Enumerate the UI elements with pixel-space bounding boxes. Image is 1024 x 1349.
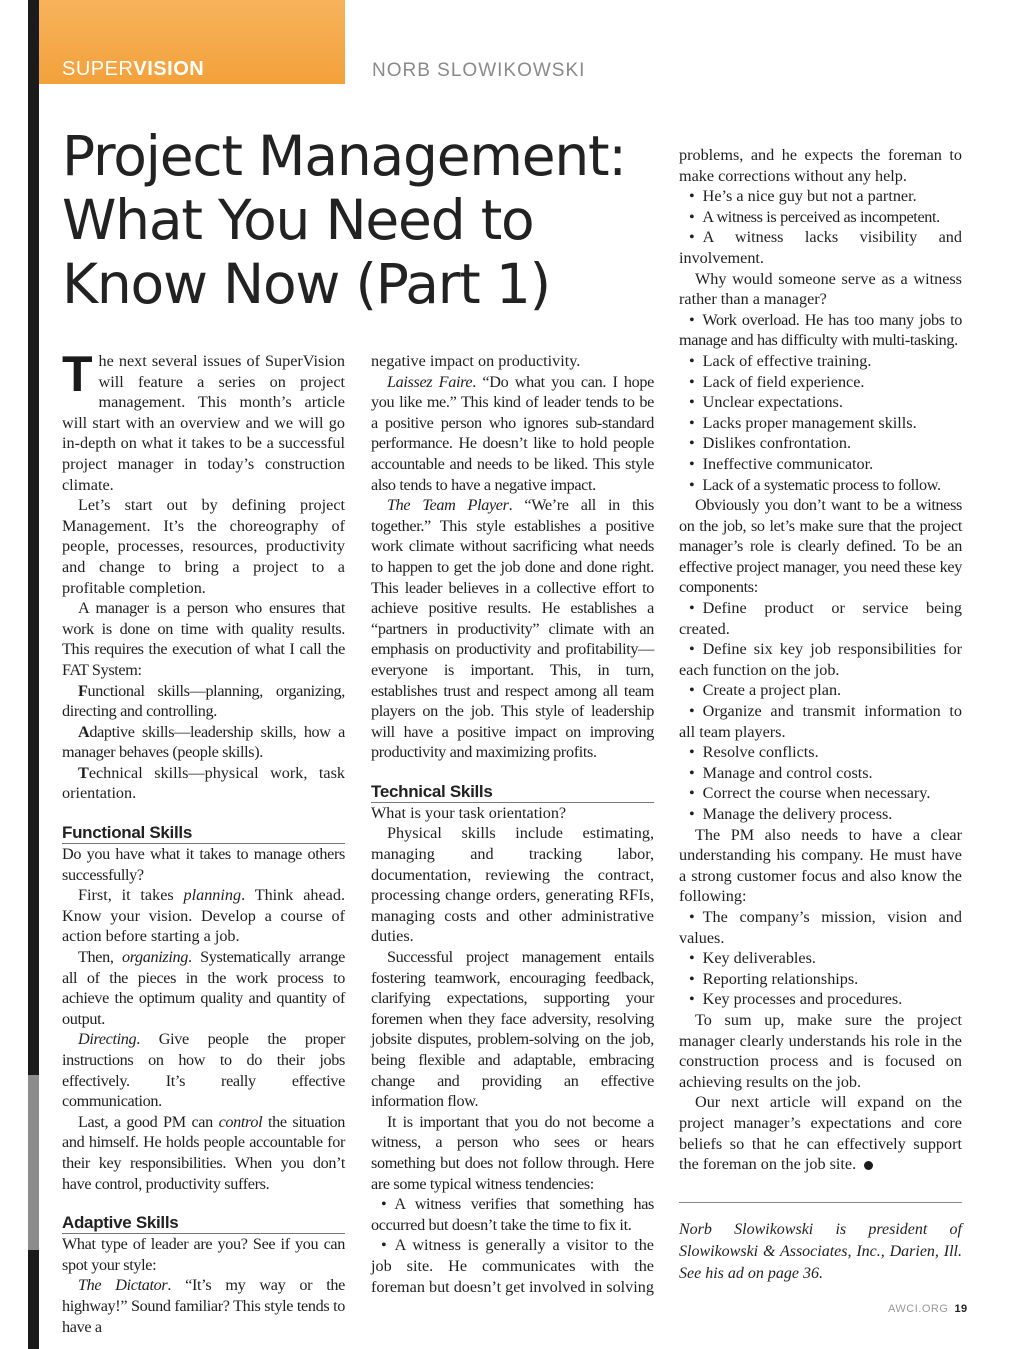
company-knowledge-list — [679, 907, 962, 1010]
article-title — [62, 124, 652, 316]
list-item: • Manage the delivery process. — [679, 804, 962, 825]
body-paragraph: Laissez Faire. “Do what you can. I hope you like me.” This kind of leader tends to be a positive person who ignores sub-standard performance. He doesn’t like to hold people accountable and needs to be liked. This style also tends to have a negative impact. — [371, 372, 654, 494]
body-paragraph: To sum up, make sure the project manager clearly understands his role in the construction process and is focused on achieving results on the job. — [679, 1010, 962, 1091]
list-item: • Correct the course when necessary. — [679, 783, 962, 804]
key-components-list — [679, 598, 962, 825]
page-footer — [888, 1303, 968, 1315]
list-item: • Define six key job responsibilities for each function on the job. — [679, 639, 962, 680]
list-item: • Lack of effective training. — [679, 351, 962, 372]
list-item: • He’s a nice guy but not a partner. — [679, 186, 962, 207]
body-paragraph: What is your task orientation? — [371, 803, 567, 822]
left-margin-bar-accent — [28, 1075, 39, 1250]
drop-cap: T — [62, 346, 93, 402]
body-paragraph: It is important that you do not become a witness, a person who sees or hears something but does not follow through. Here are some typical witness tendencies: — [371, 1112, 654, 1193]
end-mark-icon — [864, 1161, 873, 1170]
section-label: SUPERVISION — [62, 58, 205, 80]
body-paragraph: A manager is a person who ensures that work is done on time with quality results. This requires the execution of what I call the FAT System: — [62, 599, 345, 679]
list-item: • Key deliverables. — [679, 948, 962, 969]
body-paragraph: The Dictator. “It’s my way or the highway!” Sound familiar? This style tends to have a — [62, 1276, 346, 1336]
list-item: • The company’s mission, vision and values. — [679, 907, 962, 948]
list-item: • Unclear expectations. — [679, 392, 962, 413]
intro-paragraph: The next several issues of SuperVision will feature a series on project management. This month’s article will start with an overview and we will go in-depth on what it takes to be a successful project manager in today’s construction climate. — [62, 346, 345, 494]
page-number: 19 — [954, 1303, 968, 1315]
list-item: • Key processes and procedures. — [679, 989, 962, 1010]
list-item: • Reporting relationships. — [679, 969, 962, 990]
list-item: • A witness is generally a visitor to the job site. He communicates with the foreman but doesn’t get involved in solving — [371, 1235, 654, 1297]
column-2 — [371, 351, 654, 1297]
list-item: • A witness verifies that something has occurred but doesn’t take the time to fix it. — [371, 1194, 654, 1235]
title-line-1: Project Management: — [62, 124, 626, 188]
witness-reasons-list — [679, 310, 962, 495]
footer-site: AWCI.ORG — [888, 1303, 949, 1315]
list-item: • Lack of field experience. — [679, 372, 962, 393]
body-paragraph: Obviously you don’t want to be a witness on the job, so let’s make sure that the project manager’s role is clearly defined. To be an effective project manager, you need these key components: — [679, 496, 962, 597]
body-paragraph: The Team Player. “We’re all in this together.” This style establishes a positive work climate without sacrificing what needs to happen to get the job done and done right. This leader believes in a collective effort to achieve positive results. He establishes a “partners in productivity” climate with an emphasis on productivity and profitability—everyone is important. This, in turn, establishes trust and respect among all team players on the job. This style of leadership will have a positive impact on improving productivity and maximizing profits. — [371, 496, 654, 762]
body-paragraph: negative impact on productivity. — [371, 352, 581, 370]
body-paragraph: Successful project management entails fostering teamwork, encouraging feedback, clarifying expectations, supporting your foremen when they face adversity, resolving jobsite disputes, problem-solving on the job, being flexible and adaptable, embracing change and providing an effective information flow. — [371, 948, 654, 1111]
author-header: NORB SLOWIKOWSKI — [372, 60, 586, 81]
fat-technical: Technical skills—physical work, task orientation. — [62, 763, 345, 803]
list-item: • Define product or service being created. — [679, 598, 962, 639]
body-paragraph: Directing. Give people the proper instructions on how to do their jobs effectively. It’s really effective communication. — [62, 1030, 345, 1111]
body-paragraph: What type of leader are you? See if you can spot your style: — [62, 1235, 345, 1274]
body-paragraph: problems, and he expects the foreman to make corrections without any help. — [679, 146, 962, 185]
body-paragraph: The PM also needs to have a clear understanding his company. He must have a strong customer focus and also know the following: — [679, 825, 962, 906]
author-bio: Norb Slowikowski is president of Slowikowski & Associates, Inc., Darien, Ill. See his ad on page 36. — [679, 1221, 962, 1282]
witness-list — [371, 1194, 654, 1297]
list-item: • Lack of a systematic process to follow. — [679, 475, 962, 496]
title-line-2: What You Need to — [62, 188, 534, 252]
witness-traits-list — [679, 186, 962, 268]
body-paragraph: First, it takes planning. Think ahead. Know your vision. Develop a course of action before starting a job. — [62, 886, 345, 946]
title-line-3: Know Now (Part 1) — [62, 252, 550, 316]
column-3 — [679, 145, 962, 1175]
list-item: • Lacks proper management skills. — [679, 413, 962, 434]
list-item: • Dislikes confrontation. — [679, 433, 962, 454]
adaptive-skills-heading: Adaptive Skills — [62, 1213, 345, 1234]
body-paragraph: Last, a good PM can control the situation and himself. He holds people accountable for their key responsibilities. When you don’t have control, productivity suffers. — [62, 1112, 345, 1193]
list-item: • Ineffective communicator. — [679, 454, 962, 475]
list-item: • Manage and control costs. — [679, 763, 962, 784]
list-item: • Work overload. He has too many jobs to manage and has difficulty with multi-tasking. — [679, 310, 962, 351]
body-paragraph: Then, organizing. Systematically arrange all of the pieces in the work process to achieve the optimum quality and quantity of output. — [62, 948, 345, 1028]
technical-skills-heading: Technical Skills — [371, 782, 654, 803]
fat-adaptive: Adaptive skills—leadership skills, how a manager behaves (people skills). — [62, 722, 345, 762]
closing-paragraph: Our next article will expand on the project manager’s expectations and core beliefs so that he can effectively support the foreman on the job site. — [679, 1093, 962, 1174]
body-paragraph: Physical skills include estimating, managing and tracking labor, documentation, reviewing the contract, processing change orders, generating RFIs, managing costs and other administrative duties. — [371, 824, 654, 946]
list-item: • A witness lacks visibility and involvement. — [679, 227, 962, 268]
body-paragraph: Why would someone serve as a witness rather than a manager? — [679, 269, 962, 309]
fat-functional: Functional skills—planning, organizing, directing and controlling. — [62, 681, 345, 721]
body-paragraph: Let’s start out by defining project Management. It’s the choreography of people, processes, resources, productivity and change to bring a project to a profitable completion. — [62, 496, 345, 597]
list-item: • Resolve conflicts. — [679, 742, 962, 763]
list-item: • A witness is perceived as incompetent. — [679, 207, 962, 228]
column-1 — [62, 346, 346, 1337]
list-item: • Create a project plan. — [679, 680, 962, 701]
body-paragraph: Do you have what it takes to manage others successfully? — [62, 845, 345, 884]
functional-skills-heading: Functional Skills — [62, 823, 345, 844]
bio-divider — [679, 1202, 962, 1203]
list-item: • Organize and transmit information to all team players. — [679, 701, 962, 742]
